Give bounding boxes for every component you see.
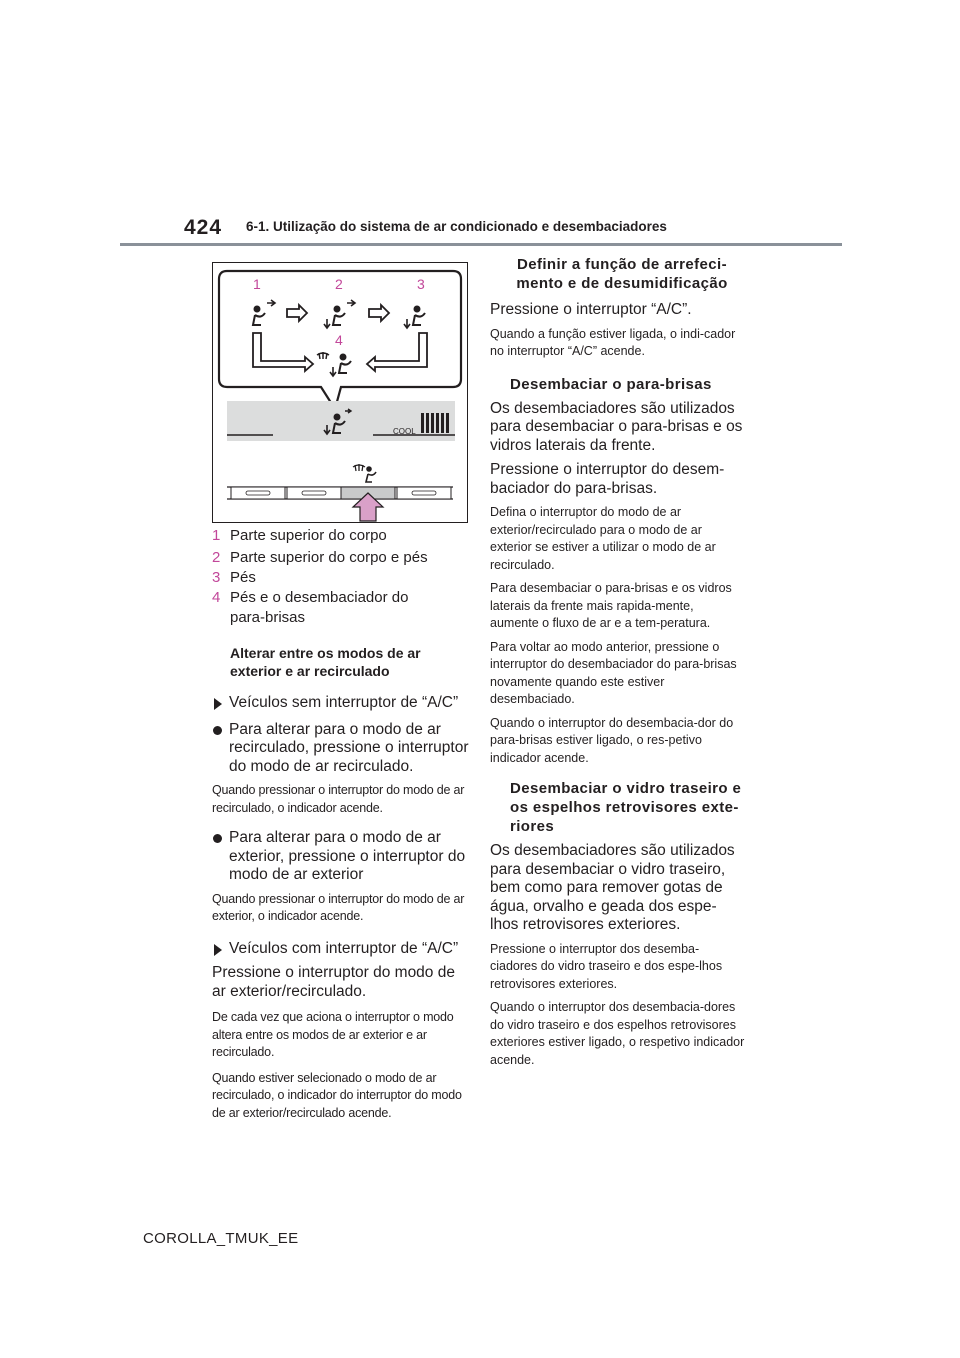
cool-label: COOL bbox=[393, 427, 416, 436]
rear-window-body: Os desembaciadores são utilizados para desembaciar o vidro traseiro, bem como para remover gotas de água, orvalho e geada dos espe-lhos retrovisores exteriores. bbox=[490, 842, 735, 933]
with-ac-body: Pressione o interruptor do modo de ar exterior/recirculado. bbox=[212, 964, 455, 1000]
windshield-body-2: Pressione o interruptor do desem-baciador do para-brisas. bbox=[490, 461, 725, 497]
recirc-note: Quando pressionar o interruptor do modo de ar recirculado, o indicador acende. bbox=[212, 783, 465, 815]
caption-2: 2 Parte superior do corpo e pés bbox=[212, 549, 428, 566]
callout-3: 3 bbox=[417, 276, 425, 292]
button-row bbox=[231, 487, 451, 499]
callout-1: 1 bbox=[253, 276, 261, 292]
with-ac-note-2: Quando estiver selecionado o modo de ar recirculado, o indicador do interruptor do modo de ar exterior/recirculado acende. bbox=[212, 1070, 462, 1120]
bullet-dot-icon bbox=[213, 834, 222, 843]
section-title-cooling: Definir a função de arrefeci-mento e de desumidificação bbox=[516, 256, 728, 292]
caption-4: 4 Pés e o desembaciador do para-brisas bbox=[212, 589, 409, 626]
with-ac-note-1: De cada vez que aciona o interruptor o modo altera entre os modos de ar exterior e ar recirculado. bbox=[212, 1010, 454, 1059]
footer-model-code: COROLLA_TMUK_EE bbox=[143, 1230, 299, 1247]
section-title-rear-window: Desembaciar o vidro traseiro e os espelhos retrovisores exte-riores bbox=[510, 780, 742, 835]
recirc-bullet: Para alterar para o modo de ar recirculado, pressione o interruptor do modo de ar recirculado. bbox=[212, 721, 479, 777]
exterior-note: Quando pressionar o interruptor do modo de ar exterior, o indicador acende. bbox=[212, 891, 465, 923]
windshield-note-2: Para desembaciar o para-brisas e os vidros laterais da frente mais rapida-mente, aumente o fluxo de ar e a tem-peratura. bbox=[490, 581, 732, 630]
airflow-mode-figure bbox=[212, 262, 468, 523]
switch-button-1[interactable] bbox=[231, 487, 285, 499]
callout-4: 4 bbox=[335, 332, 343, 348]
windshield-note-1: Defina o interruptor do modo de ar exterior/recirculado para o modo de ar exterior se estiver a utilizar o modo de ar recirculado. bbox=[490, 505, 716, 572]
airflow-mode-illustration bbox=[213, 263, 467, 522]
bullet-dot-icon bbox=[213, 726, 222, 735]
cooling-body: Pressione o interruptor “A/C”. bbox=[490, 301, 692, 318]
exterior-bullet: Para alterar para o modo de ar exterior, pressione o interruptor do modo de ar exterior bbox=[212, 829, 479, 885]
chapter-title: 6-1. Utilização do sistema de ar condicionado e desembaciadores bbox=[246, 219, 667, 234]
windshield-body-1: Os desembaciadores são utilizados para desembaciar o para-brisas e os vidros laterais da frente. bbox=[490, 399, 743, 454]
with-ac-heading: Veículos com interruptor de “A/C” bbox=[212, 940, 468, 959]
switch-button-4[interactable] bbox=[397, 487, 451, 499]
triangle-bullet-icon bbox=[214, 698, 222, 710]
header-rule bbox=[120, 243, 842, 246]
left-column bbox=[212, 526, 468, 1122]
defroster-switch-icon bbox=[353, 464, 376, 482]
windshield-note-4: Quando o interruptor do desembacia-dor do para-brisas estiver ligado, o res-petivo indicador acende. bbox=[490, 715, 734, 765]
triangle-bullet-icon bbox=[214, 944, 222, 956]
no-ac-heading: Veículos sem interruptor de “A/C” bbox=[212, 694, 468, 713]
caption-1: 1 Parte superior do corpo bbox=[212, 527, 387, 544]
cooling-note: Quando a função estiver ligada, o indi-cador no interruptor “A/C” acende. bbox=[490, 326, 736, 358]
caption-3: 3 Pés bbox=[212, 569, 256, 586]
windshield-note-3: Para voltar ao modo anterior, pressione o interruptor do desembaciador do para-brisas novamente quando este estiver desembaciado. bbox=[490, 639, 737, 706]
right-column bbox=[490, 255, 745, 1069]
callout-2: 2 bbox=[335, 276, 343, 292]
page-number: 424 bbox=[184, 216, 223, 239]
rear-window-note-2: Quando o interruptor dos desembacia-dores do vidro traseiro e dos espelhos retrovisores exteriores estiver ligado, o respetivo indicador acende. bbox=[490, 1000, 745, 1067]
switch-button-2[interactable] bbox=[287, 487, 341, 499]
section-title-recirculation: Alterar entre os modos de ar exterior e ar recirculado bbox=[230, 645, 421, 679]
rear-window-note-1: Pressione o interruptor dos desemba-ciadores do vidro traseiro e dos espe-lhos retrovisores exteriores. bbox=[490, 941, 723, 991]
section-title-windshield: Desembaciar o para-brisas bbox=[510, 375, 712, 393]
